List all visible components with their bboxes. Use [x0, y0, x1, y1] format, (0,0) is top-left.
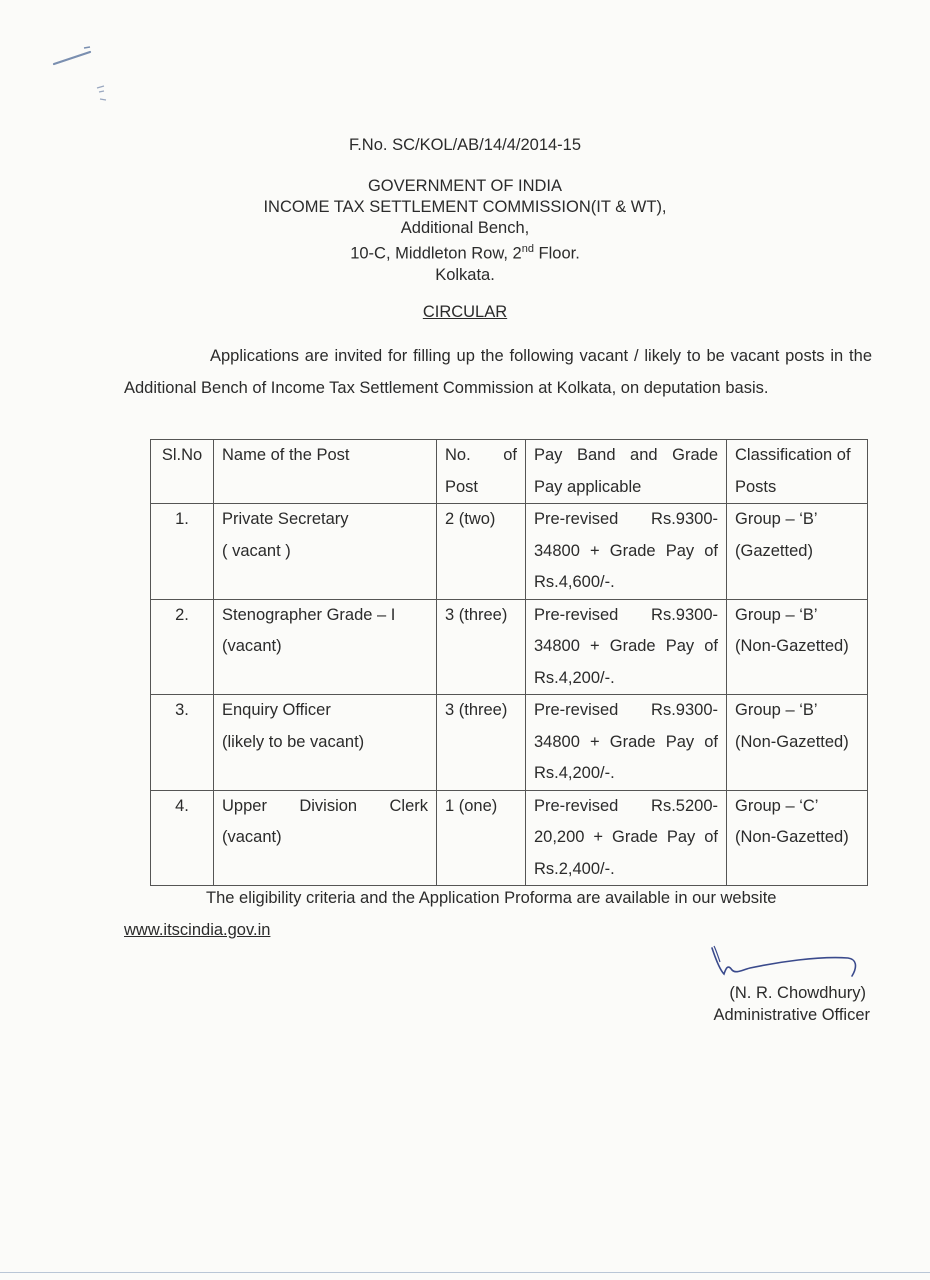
- pen-mark-small: [97, 86, 106, 100]
- cell-slno: 4.: [151, 790, 214, 886]
- header-pay-band: Pay Band and Grade Pay applicable: [526, 440, 727, 504]
- cell-pay: Pre-revised Rs.5200-20,200 + Grade Pay of Rs.2,400/-.: [526, 790, 727, 886]
- margin-marks: [0, 0, 130, 110]
- cell-classification: Group – ‘B’ (Non-Gazetted): [727, 599, 868, 695]
- pen-mark: [54, 52, 90, 64]
- cell-post-name: Enquiry Officer (likely to be vacant): [214, 695, 437, 791]
- pen-mark-tick: [84, 47, 90, 48]
- org-line-government: GOVERNMENT OF INDIA: [367, 177, 563, 195]
- header-no-of-post: No. of Post: [437, 440, 526, 504]
- cell-post-name: Stenographer Grade – I (vacant): [214, 599, 437, 695]
- cell-post-name: Private Secretary ( vacant ): [214, 504, 437, 600]
- cell-pay: Pre-revised Rs.9300-34800 + Grade Pay of Rs.4,200/-.: [526, 695, 727, 791]
- cell-classification: Group – ‘C’ (Non-Gazetted): [727, 790, 868, 886]
- cell-slno: 2.: [151, 599, 214, 695]
- cell-post-name: Upper Division Clerk (vacant): [214, 790, 437, 886]
- file-number: F.No. SC/KOL/AB/14/4/2014-15: [348, 136, 582, 154]
- signatory-name: (N. R. Chowdhury): [729, 984, 866, 1002]
- table-header-row: [151, 440, 868, 504]
- page-title: CIRCULAR: [422, 303, 508, 321]
- signatory-designation: Administrative Officer: [713, 1006, 870, 1024]
- cell-classification: Group – ‘B’ (Gazetted): [727, 504, 868, 600]
- scan-edge-line: [0, 1272, 930, 1273]
- org-line-bench: Additional Bench,: [400, 219, 530, 237]
- org-line-city: Kolkata.: [435, 265, 495, 284]
- intro-paragraph: Applications are invited for filling up the following vacant / likely to be vacant posts in the Additional Bench of Income Tax Settlement Commission at Kolkata, on deputation basis.: [124, 347, 872, 397]
- table-row: [151, 599, 868, 695]
- cell-post-count: 2 (two): [437, 504, 526, 600]
- table-row: [151, 790, 868, 886]
- website-link[interactable]: www.itscindia.gov.in: [124, 921, 271, 939]
- closing-text: The eligibility criteria and the Application Proforma are available in our website: [206, 889, 777, 907]
- organization-address: [0, 176, 930, 286]
- vacancy-table: [150, 439, 868, 886]
- org-line-address: 10-C, Middleton Row, 2nd Floor.: [350, 243, 580, 263]
- cell-post-count: 3 (three): [437, 599, 526, 695]
- header-post-name: Name of the Post: [214, 440, 437, 504]
- header-classification: Classification of Posts: [727, 440, 868, 504]
- cell-classification: Group – ‘B’ (Non-Gazetted): [727, 695, 868, 791]
- closing-paragraph: [124, 882, 876, 946]
- cell-slno: 3.: [151, 695, 214, 791]
- cell-pay: Pre-revised Rs.9300-34800 + Grade Pay of Rs.4,200/-.: [526, 599, 727, 695]
- cell-slno: 1.: [151, 504, 214, 600]
- header-slno: Sl.No: [151, 440, 214, 504]
- cell-post-count: 1 (one): [437, 790, 526, 886]
- cell-post-count: 3 (three): [437, 695, 526, 791]
- table-row: [151, 695, 868, 791]
- cell-pay: Pre-revised Rs.9300-34800 + Grade Pay of Rs.4,600/-.: [526, 504, 727, 600]
- org-line-commission: INCOME TAX SETTLEMENT COMMISSION(IT & WT),: [263, 198, 667, 216]
- table-row: [151, 504, 868, 600]
